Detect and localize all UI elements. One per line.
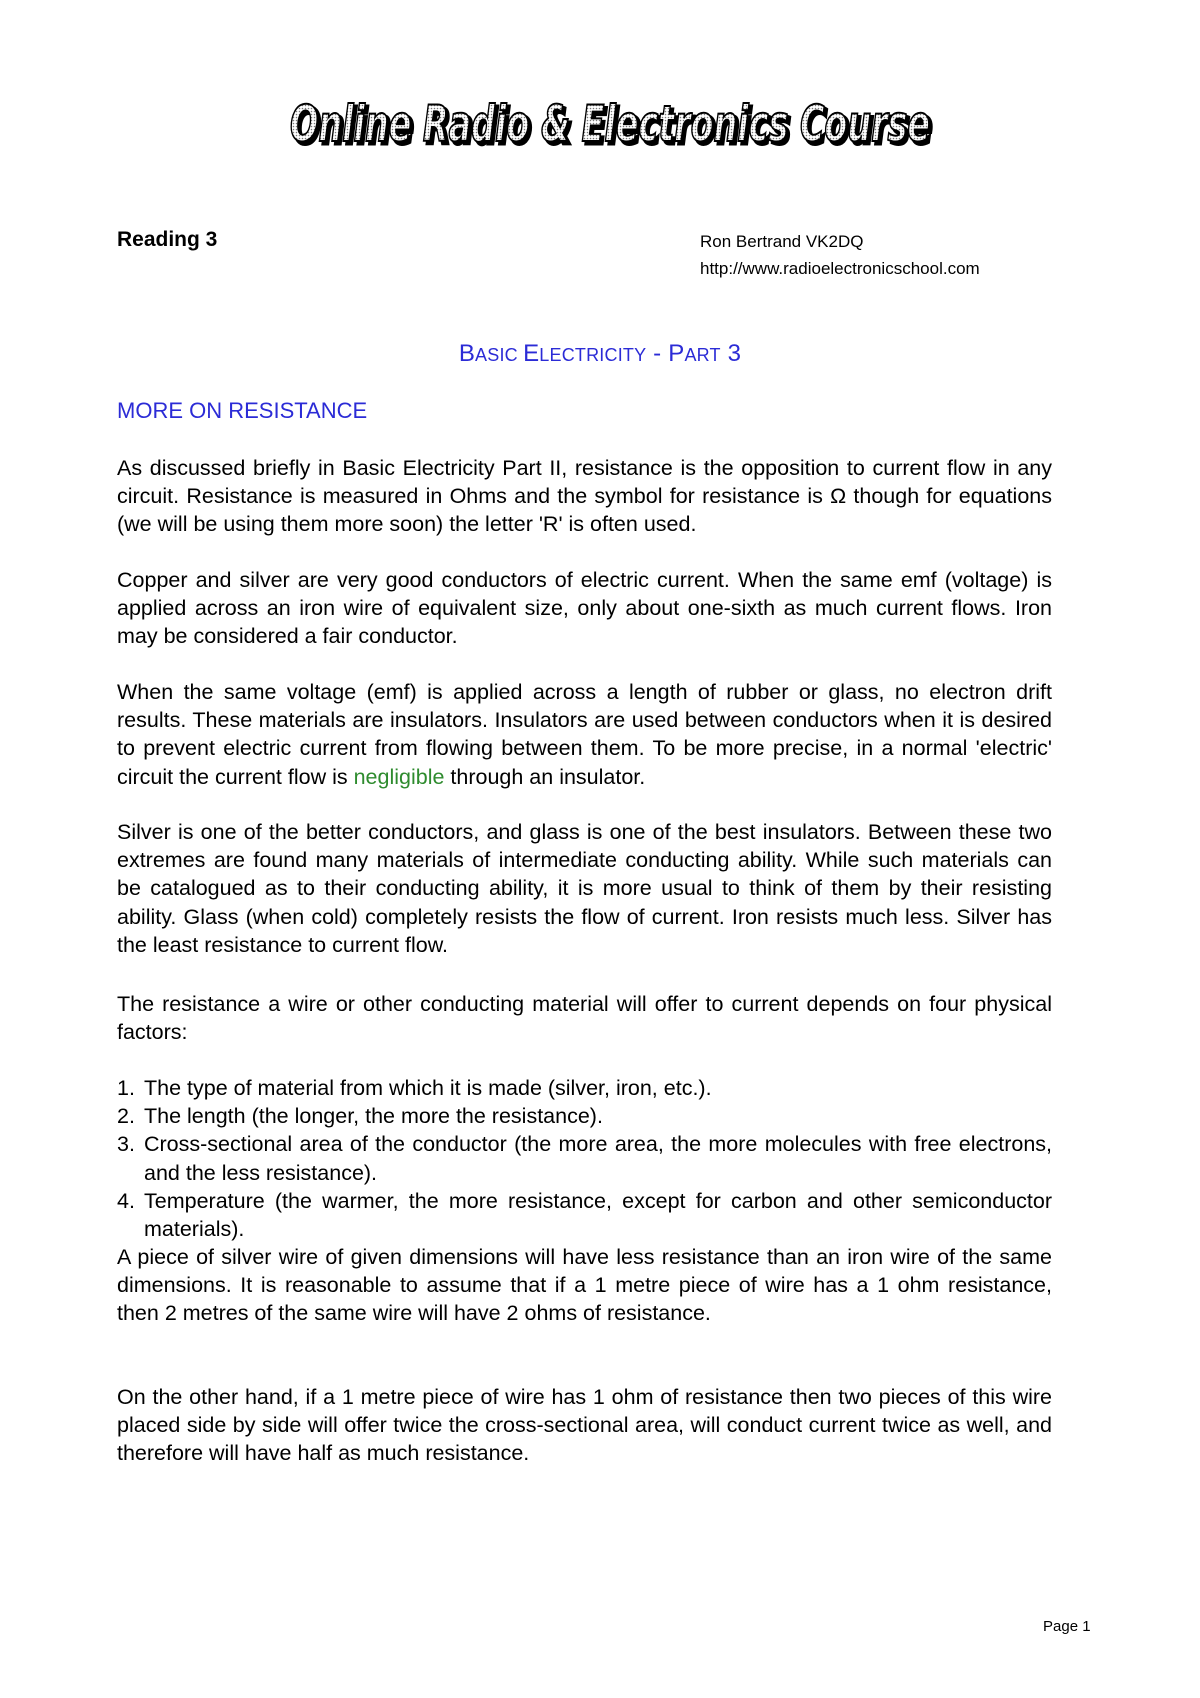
title-cap-p: P xyxy=(668,340,685,367)
list-item-number: 3. xyxy=(117,1132,135,1157)
title-separator: - xyxy=(646,340,669,367)
list-item xyxy=(117,1187,1052,1243)
website-url: http://www.radioelectronicschool.com xyxy=(700,259,980,278)
list-item xyxy=(117,1102,1052,1130)
title-rest-asic: ASIC xyxy=(475,345,524,365)
paragraph-7-text: On the other hand, if a 1 metre piece of wire has 1 ohm of resistance then two pieces of this wire placed side by side will offer twice the cross-sectional area, will conduct current twice as well, and therefore will have half as much resistance. xyxy=(117,1385,1052,1466)
list-item-text: Temperature (the warmer, the more resistance, except for carbon and other semiconductor materials). xyxy=(144,1188,1052,1242)
list-item-text: Cross-sectional area of the conductor (the more area, the more molecules with free electrons, and the less resistance). xyxy=(144,1132,1052,1185)
paragraph-4 xyxy=(117,818,1052,959)
document-title xyxy=(0,340,1200,368)
paragraph-1 xyxy=(117,454,1052,539)
paragraph-7 xyxy=(117,1383,1052,1468)
paragraph-3-part-b: through an insulator. xyxy=(444,764,646,789)
page-number: Page 1 xyxy=(1043,1618,1091,1635)
paragraph-2 xyxy=(117,566,1052,651)
title-cap-b: B xyxy=(458,340,476,367)
list-item xyxy=(117,1130,1052,1186)
resistance-factors-list xyxy=(117,1074,1052,1243)
paragraph-3 xyxy=(117,678,1052,791)
paragraph-4-text: Silver is one of the better conductors, and glass is one of the best insulators. Between these two extremes are found many materials of intermediate conducting ability. While such materials can be catalogued as to their conducting ability, it is more usual to think of them by their resisting ability. Glass (when cold) completely resists the flow of current. Iron resists much less. Silver has the least resistance to current flow. xyxy=(117,820,1052,957)
list-item-number: 2. xyxy=(117,1104,135,1129)
paragraph-6-text: A piece of silver wire of given dimensions will have less resistance than an iron wire of the same dimensions. It is reasonable to assume that if a 1 metre piece of wire has a 1 ohm resistance, then 2 metres of the same wire will have 2 ohms of resistance. xyxy=(117,1245,1052,1326)
title-rest-lectricity: LECTRICITY xyxy=(539,345,647,365)
negligible-highlight: negligible xyxy=(353,764,445,789)
section-heading: MORE ON RESISTANCE xyxy=(117,398,368,423)
author-block xyxy=(700,228,980,282)
list-item-text: The type of material from which it is made (silver, iron, etc.). xyxy=(144,1076,712,1100)
title-cap-e: E xyxy=(523,340,540,367)
reading-number: Reading 3 xyxy=(117,228,218,251)
svg-text:Online Radio & Electronics Cou: Online Radio & Electronics Course xyxy=(290,95,930,153)
title-part-number: 3 xyxy=(720,340,742,367)
author-name: Ron Bertrand VK2DQ xyxy=(700,232,864,251)
paragraph-5 xyxy=(117,990,1052,1046)
svg-text:Online Radio & Electronics Cou: Online Radio & Electronics Course xyxy=(293,98,933,156)
list-item-number: 4. xyxy=(117,1188,135,1213)
paragraph-3-part-a: When the same voltage (emf) is applied across a length of rubber or glass, no electron drift results. These materials are insulators. Insulators are used between conductors when it is desired to prevent electric current from flowing between them. To be more precise, in a normal 'electric' circuit the current flow is xyxy=(117,680,1052,789)
course-banner-logo xyxy=(250,86,970,166)
list-item xyxy=(117,1074,1052,1102)
title-rest-art: ART xyxy=(684,345,721,365)
paragraph-3-text xyxy=(117,678,1052,791)
paragraph-5-text: The resistance a wire or other conducting material will offer to current depends on four physical factors: xyxy=(117,992,1052,1045)
paragraph-2-text: Copper and silver are very good conductors of electric current. When the same emf (voltage) is applied across an iron wire of equivalent size, only about one-sixth as much current flows. Iron may be considered a fair conductor. xyxy=(117,568,1052,649)
paragraph-1-text: As discussed briefly in Basic Electricity Part II, resistance is the opposition to current flow in any circuit. Resistance is measured in Ohms and the symbol for resistance is Ω though for equations (we will be using them more soon) the letter 'R' is often used. xyxy=(117,456,1052,537)
paragraph-6 xyxy=(117,1243,1052,1328)
list-item-number: 1. xyxy=(117,1076,135,1100)
list-item-text: The length (the longer, the more the resistance). xyxy=(144,1104,603,1129)
